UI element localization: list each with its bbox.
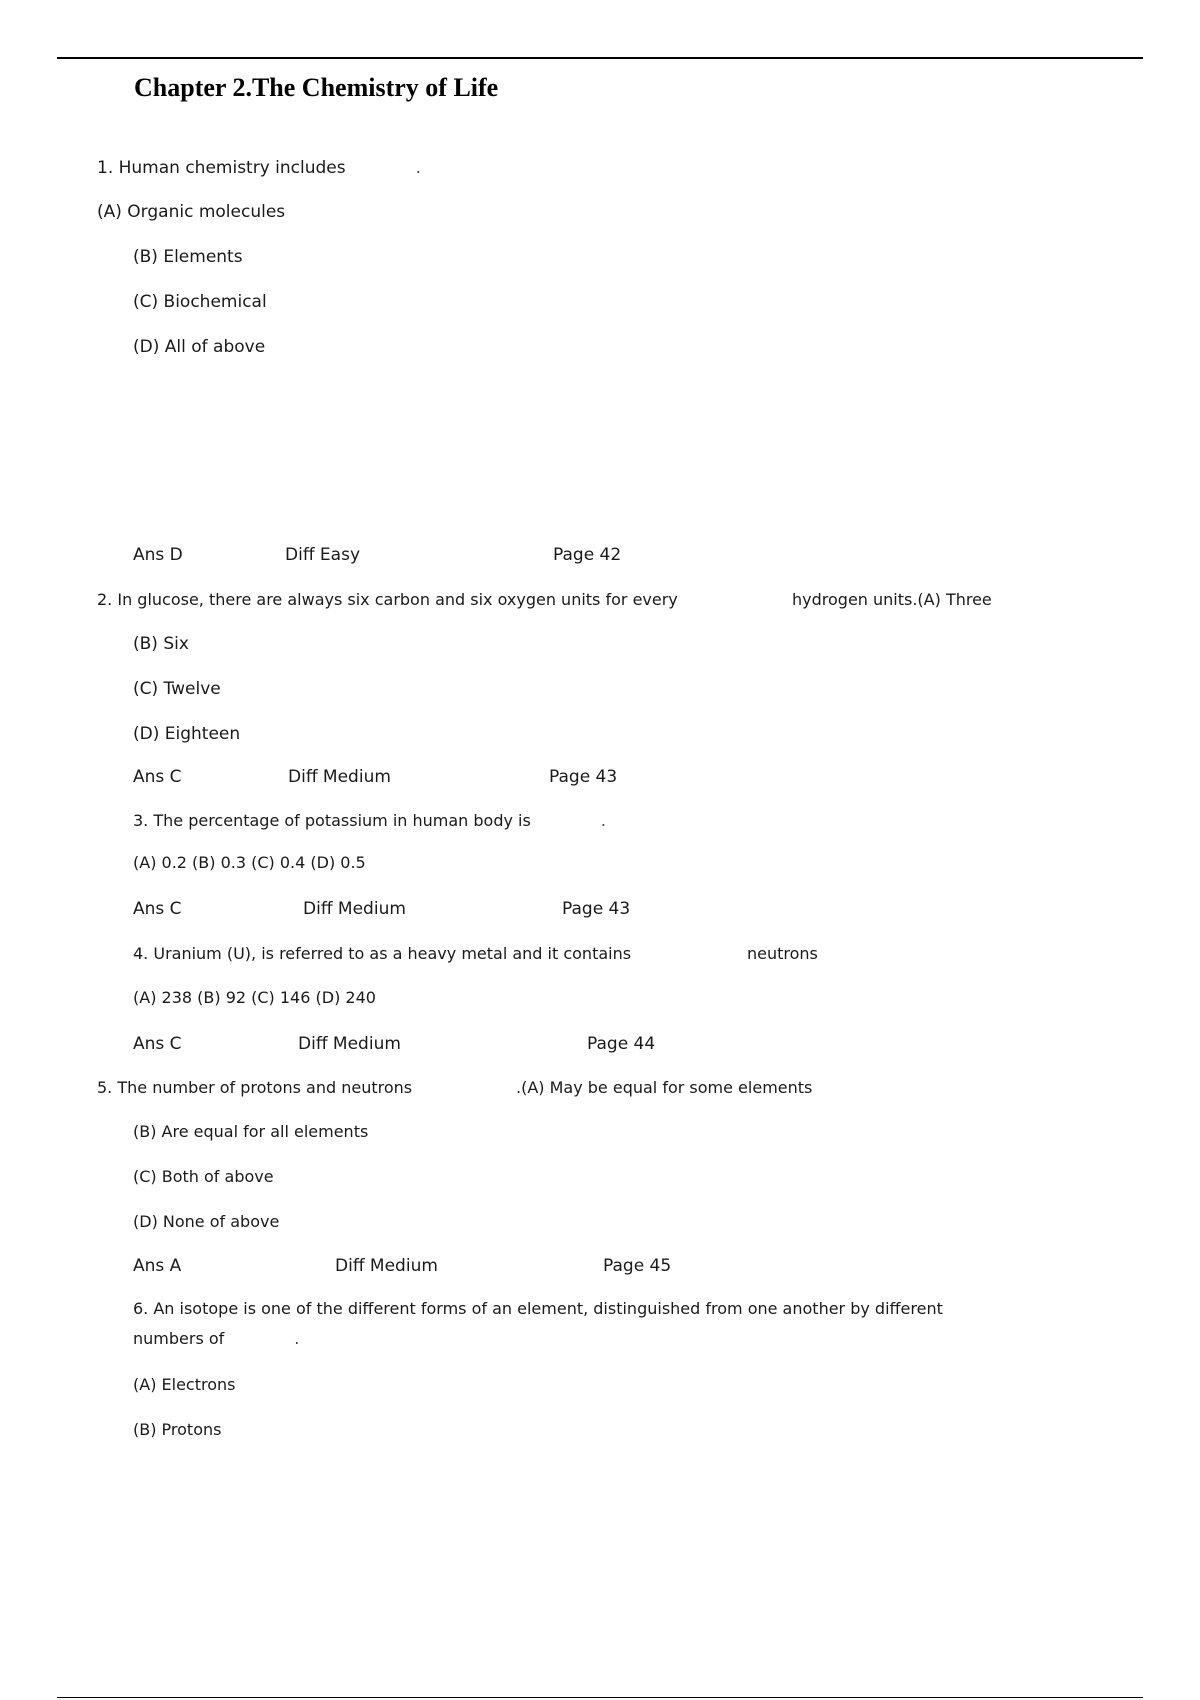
question-4-difficulty: Diff Medium — [298, 1034, 401, 1054]
question-5-answer: Ans A — [133, 1256, 182, 1276]
question-5-stem-end: .(A) May be equal for some elements — [516, 1078, 813, 1097]
question-3-page: Page 43 — [562, 899, 631, 919]
question-6-option-b: (B) Protons — [133, 1420, 222, 1439]
question-5-option-d: (D) None of above — [133, 1212, 280, 1231]
question-4-page: Page 44 — [587, 1034, 656, 1054]
question-1-page: Page 42 — [553, 545, 622, 565]
question-1-answer: Ans D — [133, 545, 183, 565]
question-6-blank-end: . — [294, 1329, 300, 1348]
question-3-answer: Ans C — [133, 899, 182, 919]
question-3-options: (A) 0.2 (B) 0.3 (C) 0.4 (D) 0.5 — [133, 853, 366, 872]
question-1-blank-end: . — [415, 158, 422, 178]
question-6-stem-line-1: 6. An isotope is one of the different forms of an element, distinguished from one another by different — [133, 1299, 943, 1318]
question-6-stem-line-2 — [133, 1328, 299, 1350]
question-5-stem — [97, 1077, 412, 1099]
question-2-text: 2. In glucose, there are always six carbon and six oxygen units for every — [97, 590, 678, 609]
question-4-answer: Ans C — [133, 1034, 182, 1054]
question-1-stem — [97, 157, 421, 179]
question-3-text: 3. The percentage of potassium in human body is — [133, 811, 531, 830]
question-2-option-d: (D) Eighteen — [133, 724, 241, 744]
question-1-option-a: (A) Organic molecules — [97, 202, 286, 222]
question-1-text: 1. Human chemistry includes — [97, 158, 346, 178]
question-1-option-b: (B) Elements — [133, 247, 243, 267]
question-3-stem — [133, 810, 606, 832]
question-3-difficulty: Diff Medium — [303, 899, 406, 919]
question-2-stem — [97, 589, 678, 611]
question-1-option-c: (C) Biochemical — [133, 292, 267, 312]
bottom-rule — [57, 1697, 1143, 1698]
question-6-text: numbers of — [133, 1329, 225, 1348]
question-4-stem-end: neutrons — [747, 944, 818, 963]
question-4-options: (A) 238 (B) 92 (C) 146 (D) 240 — [133, 988, 376, 1007]
question-1-option-d: (D) All of above — [133, 337, 266, 357]
question-5-page: Page 45 — [603, 1256, 672, 1276]
question-2-option-c: (C) Twelve — [133, 679, 221, 699]
question-4-stem — [133, 943, 631, 965]
question-2-answer: Ans C — [133, 767, 182, 787]
question-6-option-a: (A) Electrons — [133, 1375, 236, 1394]
top-rule — [57, 57, 1143, 59]
question-2-page: Page 43 — [549, 767, 618, 787]
question-5-option-b: (B) Are equal for all elements — [133, 1122, 369, 1141]
question-4-text: 4. Uranium (U), is referred to as a heavy metal and it contains — [133, 944, 632, 963]
question-2-difficulty: Diff Medium — [288, 767, 391, 787]
question-5-difficulty: Diff Medium — [335, 1256, 438, 1276]
chapter-title: Chapter 2.The Chemistry of Life — [134, 73, 499, 102]
question-1-difficulty: Diff Easy — [285, 545, 361, 565]
question-2-stem-end: hydrogen units.(A) Three — [792, 590, 992, 609]
question-5-text: 5. The number of protons and neutrons — [97, 1078, 413, 1097]
question-5-option-c: (C) Both of above — [133, 1167, 274, 1186]
question-2-option-b: (B) Six — [133, 634, 189, 654]
question-3-blank-end: . — [600, 811, 606, 830]
